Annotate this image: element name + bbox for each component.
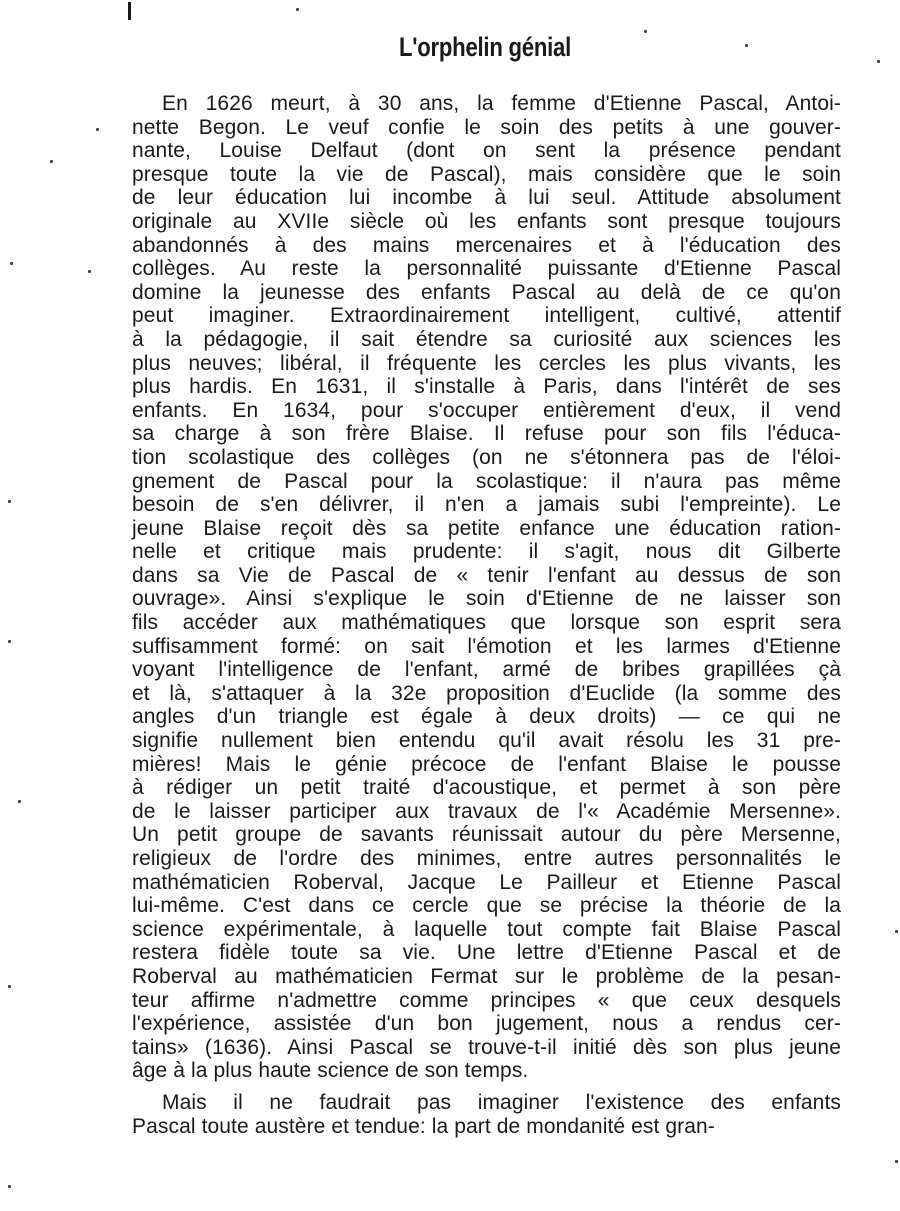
scan-speck (644, 30, 647, 33)
text-line: enfants. En 1634, pour s'occuper entièrement d'eux, il vend (132, 398, 841, 422)
scan-speck (8, 985, 11, 988)
text-line: abandonnés à des mains mercenaires et à l'éducation des (132, 233, 841, 257)
text-line: sa charge à son frère Blaise. Il refuse pour son fils l'éduca- (132, 422, 841, 446)
text-line: ouvrage». Ainsi s'explique le soin d'Etienne de ne laisser son (132, 587, 841, 611)
text-line: besoin de s'en délivrer, il n'en a jamais subi l'empreinte). Le (132, 493, 841, 517)
text-line: plus hardis. En 1631, il s'installe à Paris, dans l'intérêt de ses (132, 375, 841, 399)
body-text (132, 92, 841, 1138)
text-line: science expérimentale, à laquelle tout compte fait Blaise Pascal (132, 917, 841, 941)
text-line: suffisamment formé: on sait l'émotion et les larmes d'Etienne (132, 634, 841, 658)
scan-speck (296, 8, 299, 11)
scan-speck (10, 262, 13, 265)
scan-speck (895, 1160, 898, 1163)
scan-speck (18, 800, 21, 803)
scan-speck (8, 500, 11, 503)
paragraph-2 (132, 1091, 841, 1138)
text-line: l'expérience, assistée d'un bon jugement, nous a rendus cer- (132, 1012, 841, 1036)
scan-speck (895, 930, 898, 933)
text-line: signifie nullement bien entendu qu'il avait résolu les 31 pre- (132, 729, 841, 753)
text-line: à la pédagogie, il sait étendre sa curiosité aux sciences les (132, 327, 841, 351)
margin-mark (128, 2, 131, 20)
text-line: tains» (1636). Ainsi Pascal se trouve-t-il initié dès son plus jeune (132, 1035, 841, 1059)
scan-speck (50, 160, 53, 163)
text-line: nante, Louise Delfaut (dont on sent la présence pendant (132, 139, 841, 163)
text-line: tion scolastique des collèges (on ne s'étonnera pas de l'éloi- (132, 445, 841, 469)
text-line: mathématicien Roberval, Jacque Le Pailleur et Etienne Pascal (132, 870, 841, 894)
text-line: Mais il ne faudrait pas imaginer l'existence des enfants (162, 1090, 841, 1114)
text-line: Pascal toute austère et tendue: la part de mondanité est gran- (132, 1114, 715, 1138)
text-line: presque toute la vie de Pascal), mais considère que le soin (132, 162, 841, 186)
text-line: de leur éducation lui incombe à lui seul. Attitude absolument (132, 186, 841, 210)
text-line: de le laisser participer aux travaux de l'« Académie Mersenne». (132, 799, 841, 823)
text-line: originale au XVIIe siècle où les enfants sont presque toujours (132, 209, 841, 233)
scan-speck (8, 640, 11, 643)
text-line: fils accéder aux mathématiques que lorsque son esprit sera (132, 611, 841, 635)
scan-speck (96, 128, 99, 131)
text-line: nette Begon. Le veuf confie le soin des petits à une gouver- (132, 115, 841, 139)
text-line: domine la jeunesse des enfants Pascal au delà de ce qu'on (132, 280, 841, 304)
scan-speck (877, 60, 880, 63)
text-line: mières! Mais le génie précoce de l'enfant Blaise le pousse (132, 752, 841, 776)
scan-speck (88, 270, 91, 273)
text-line: et là, s'attaquer à la 32e proposition d'Euclide (la somme des (132, 681, 841, 705)
text-line: teur affirme n'admettre comme principes « que ceux desquels (132, 988, 841, 1012)
text-line: nelle et critique mais prudente: il s'agit, nous dit Gilberte (132, 540, 841, 564)
page-title: L'orphelin génial (398, 32, 572, 62)
text-line: Roberval au mathématicien Fermat sur le problème de la pesan- (132, 964, 841, 988)
text-line: à rédiger un petit traité d'acoustique, et permet à son père (132, 776, 841, 800)
text-line: lui-même. C'est dans ce cercle que se précise la théorie de la (132, 894, 841, 918)
text-line: plus neuves; libéral, il fréquente les cercles les plus vivants, les (132, 351, 841, 375)
text-line: âge à la plus haute science de son temps. (132, 1059, 529, 1083)
text-line: dans sa Vie de Pascal de « tenir l'enfant au dessus de son (132, 563, 841, 587)
scan-speck (8, 1185, 11, 1188)
text-line: En 1626 meurt, à 30 ans, la femme d'Etienne Pascal, Antoi- (162, 92, 841, 115)
text-line: Un petit groupe de savants réunissait autour du père Mersenne, (132, 823, 841, 847)
text-line: angles d'un triangle est égale à deux droits) — ce qui ne (132, 705, 841, 729)
text-line: peut imaginer. Extraordinairement intelligent, cultivé, attentif (132, 304, 841, 328)
text-line: restera fidèle toute sa vie. Une lettre d'Etienne Pascal et de (132, 941, 841, 965)
text-line: jeune Blaise reçoit dès sa petite enfance une éducation ration- (132, 516, 841, 540)
text-line: religieux de l'ordre des minimes, entre autres personnalités le (132, 847, 841, 870)
scan-speck (745, 44, 748, 47)
text-line: voyant l'intelligence de l'enfant, armé de bribes grapillées çà (132, 658, 841, 682)
text-line: collèges. Au reste la personnalité puissante d'Etienne Pascal (132, 257, 841, 281)
text-line: gnement de Pascal pour la scolastique: il n'aura pas même (132, 469, 841, 493)
paragraph-1 (132, 92, 841, 1083)
